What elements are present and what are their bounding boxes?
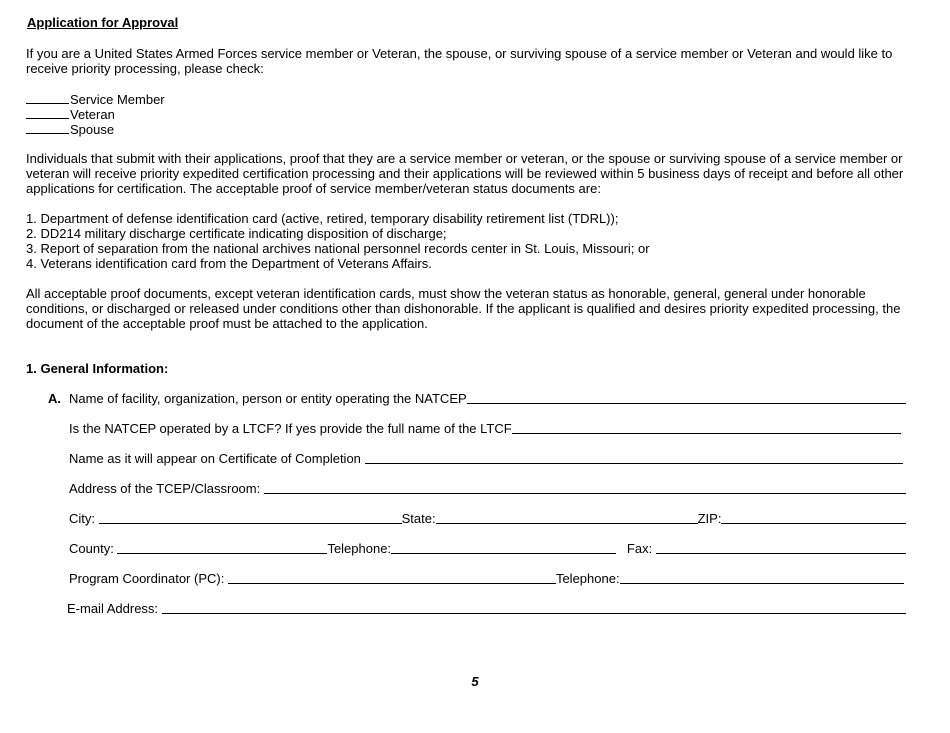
- section-heading: 1. General Information:: [26, 361, 169, 376]
- checkbox-veteran[interactable]: [26, 106, 115, 122]
- state-label: State:: [401, 511, 436, 526]
- coordinator-input[interactable]: [228, 571, 556, 584]
- telephone-label: Telephone:: [327, 541, 392, 556]
- zip-label: ZIP:: [697, 511, 722, 526]
- facility-label: Name of facility, organization, person or entity operating the NATCEP: [69, 391, 467, 406]
- page-title: Application for Approval: [27, 15, 179, 30]
- pc-telephone-input[interactable]: [620, 571, 904, 584]
- city-input[interactable]: [99, 511, 402, 524]
- checkbox-blank[interactable]: [26, 91, 69, 104]
- certificate-label: Name as it will appear on Certificate of Completion: [69, 451, 361, 466]
- address-label: Address of the TCEP/Classroom:: [69, 481, 261, 496]
- section-letter: A.: [48, 391, 61, 406]
- checkbox-blank[interactable]: [26, 106, 69, 119]
- ltcf-input[interactable]: [512, 421, 901, 434]
- proof-list-item: 2. DD214 military discharge certificate indicating disposition of discharge;: [26, 226, 447, 241]
- coordinator-label: Program Coordinator (PC):: [69, 571, 225, 586]
- city-label: City:: [69, 511, 95, 526]
- checkbox-spouse[interactable]: [26, 121, 114, 137]
- address-field-row: [69, 481, 906, 496]
- page-number: 5: [471, 674, 479, 689]
- proof-list-item: 4. Veterans identification card from the Department of Veterans Affairs.: [26, 256, 432, 271]
- city-state-zip-row: [69, 511, 906, 526]
- checkbox-service-member[interactable]: [26, 91, 165, 107]
- checkbox-blank[interactable]: [26, 121, 69, 134]
- facility-field-row: [69, 391, 906, 406]
- email-label: E-mail Address:: [67, 601, 159, 616]
- proof-list-item: 3. Report of separation from the national archives national personnel records center in St. Louis, Missouri; or: [26, 241, 650, 256]
- email-row: [67, 601, 906, 616]
- email-input[interactable]: [162, 601, 906, 614]
- certificate-field-row: [69, 451, 903, 466]
- coordinator-row: [69, 571, 904, 586]
- closing-paragraph: All acceptable proof documents, except veteran identification cards, must show the veteran status as honorable, general, general under honorable conditions, or discharged or released under conditions other than dishonorable. If the applicant is qualified and desires priority expedited processing, the document of the acceptable proof must be attached to the application.: [26, 286, 901, 331]
- certificate-name-input[interactable]: [365, 451, 903, 464]
- proof-paragraph: Individuals that submit with their applications, proof that they are a service member or veteran, or the spouse or surviving spouse of a service member or veteran will receive priority expedited certification processing and their applications will be reviewed within 5 business days of receipt and before all other applications for certification. The acceptable proof of service member/veteran status documents are:: [26, 151, 904, 196]
- telephone-input[interactable]: [391, 541, 616, 554]
- state-input[interactable]: [436, 511, 698, 524]
- county-label: County:: [69, 541, 114, 556]
- checkbox-label: Spouse: [70, 122, 115, 137]
- proof-list-item: 1. Department of defense identification card (active, retired, temporary disability retirement list (TDRL));: [26, 211, 619, 226]
- pc-telephone-label: Telephone:: [555, 571, 620, 586]
- zip-input[interactable]: [721, 511, 906, 524]
- fax-input[interactable]: [656, 541, 906, 554]
- facility-input[interactable]: [467, 391, 906, 404]
- fax-label: Fax:: [626, 541, 653, 556]
- checkbox-label: Service Member: [70, 92, 165, 107]
- ltcf-label: Is the NATCEP operated by a LTCF? If yes provide the full name of the LTCF: [69, 421, 512, 436]
- county-input[interactable]: [117, 541, 327, 554]
- intro-paragraph: If you are a United States Armed Forces service member or Veteran, the spouse, or surviving spouse of a service member or Veteran and would like to receive priority processing, please check:: [26, 46, 893, 76]
- ltcf-field-row: [69, 421, 901, 436]
- county-phone-fax-row: [69, 541, 906, 556]
- address-input[interactable]: [264, 481, 906, 494]
- checkbox-label: Veteran: [70, 107, 115, 122]
